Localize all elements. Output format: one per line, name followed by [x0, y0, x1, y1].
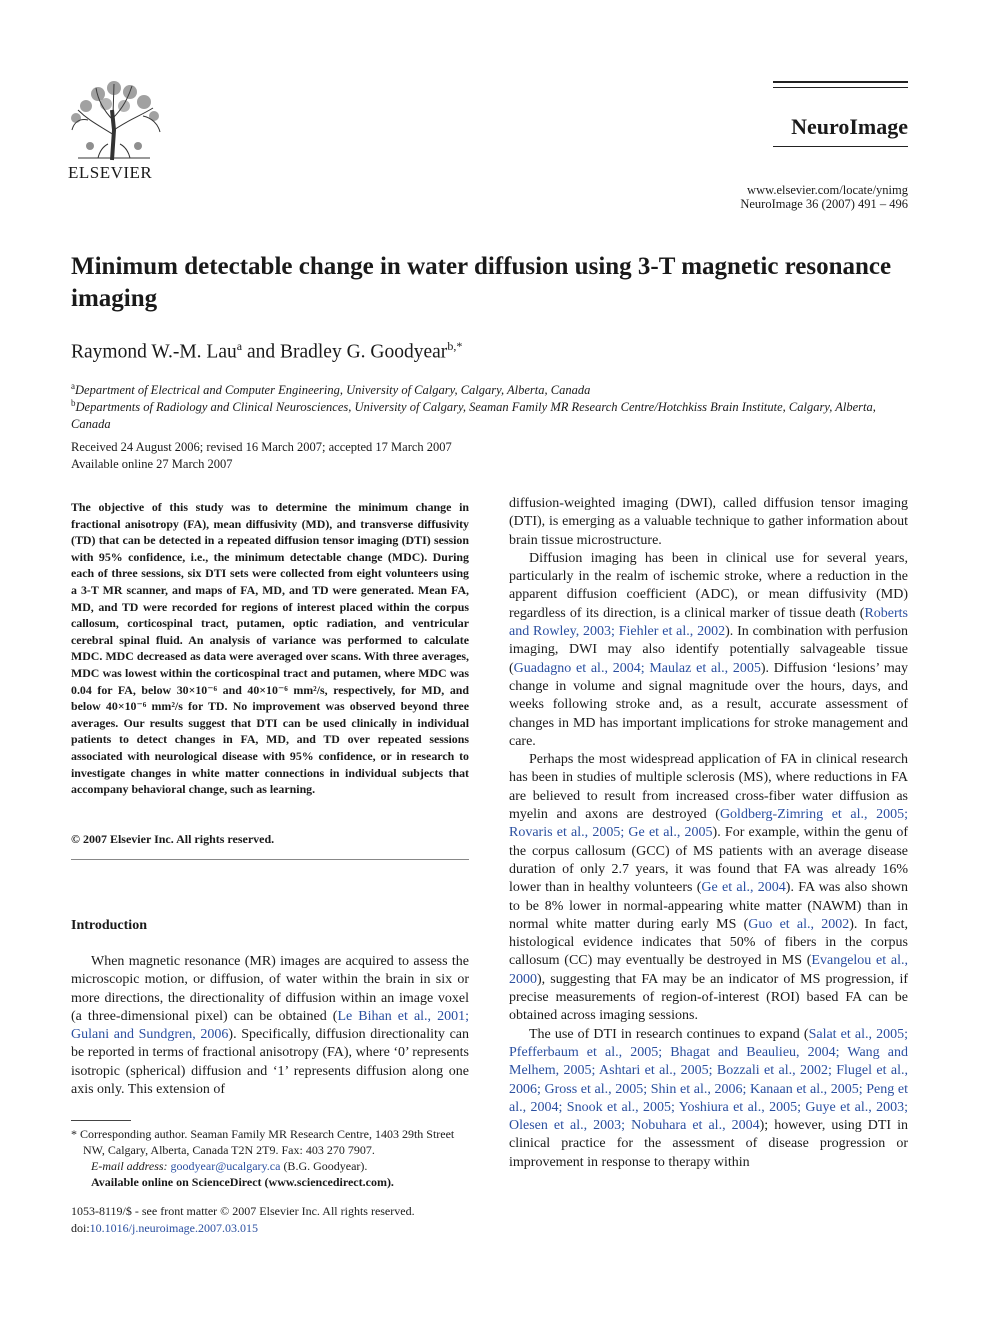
abstract: The objective of this study was to determine the minimum change in fractional anisotropy (FA), mean diffusivity (MD), and transverse diffusivity (TD) that can be detected in a repeated diffusion tensor imaging (DTI) session with 95% confidence, i.e., the minimum detectable change (MDC). During each of three sessions, six DTI sets were collected from eight volunteers using a 3-T MR scanner, and maps of FA, MD, and TD were generated. Mean FA, MD, and TD were recorded for regions of interest placed within the corpus callosum, corticospinal tract, putamen, optic radiation, and ventricular cerebral spinal fluid. An analysis of variance was performed to calculate MDC. MDC decreased as data were averaged over scans. With three averages, MDC was lowest within the corticospinal tract and putamen, where MDC was 0.04 for FA, below 30×10⁻⁶ and 40×10⁻⁶ mm²/s, respectively, for MD, and below 40×10⁻⁶ mm²/s for TD. No improvement was observed beyond three averages. Our results suggest that DTI can be used clinically in individual patients to detect changes in FA, MD, and TD over repeated sessions associated with neurological disease with 95% confidence, or in research to investigate changes in white matter connections in individual subjects that accompany behavioral change, such as learning. — [71, 500, 469, 797]
text: ); however, using DTI in clinical practice for the assessment of disease progression or improvement in response to therapy within — [509, 1118, 908, 1170]
text: ). In combination with perfusion imaging, DWI may also identify potentially salvageable tissue ( — [509, 624, 909, 676]
journal-name: NeuroImage — [791, 114, 908, 139]
section-heading: Introduction — [71, 918, 147, 933]
corresponding-author-note: * Corresponding author. Seaman Family MR Research Centre, 1403 29th Street NW, Calgary, Alberta, Canada T2N 2T9. Fax: 403 270 7907. — [71, 1127, 455, 1157]
footnote-rule — [71, 1120, 131, 1121]
header-rule — [773, 146, 908, 147]
text: The use of DTI in research continues to expand ( — [529, 1026, 809, 1042]
citation-link[interactable]: Evangelou et al., 2000 — [509, 953, 909, 987]
email-label: E-mail address: — [91, 1159, 168, 1173]
copyright: © 2007 Elsevier Inc. All rights reserved. — [71, 832, 275, 846]
citation-link[interactable]: Goldberg-Zimring et al., 2005; Rovaris et al., 2005; Ge et al., 2005 — [509, 807, 908, 841]
text: ). FA was also shown to be 8% lower in normal-appearing white matter (NAWM) than in normal white matter during early MS ( — [509, 880, 908, 932]
header-rule — [773, 87, 908, 88]
affiliation-text: Department of Electrical and Computer Engineering, University of Calgary, Calgary, Alberta, Canada — [75, 383, 591, 398]
paragraph — [71, 953, 469, 1099]
text: ). In fact, histological evidence indicates that 50% of fibers in the corpus callosum (CC) may eventually be destroyed in MS ( — [509, 916, 908, 969]
affiliation — [71, 395, 911, 433]
sciencedirect-note: Available online on ScienceDirect (www.sciencedirect.com). — [91, 1175, 394, 1189]
text: ). Specifically, diffusion directionality can be reported in terms of fractional anisotropy (FA), where ‘0’ represents isotropic (spherical) diffusion and ‘1’ represents diffusion along one axis only. This extension of — [71, 1027, 469, 1098]
citation-link[interactable]: Roberts and Rowley, 2003; Fiehler et al., 2002 — [509, 605, 908, 640]
article-title: Minimum detectable change in water diffusion using 3-T magnetic resonance imaging — [71, 253, 892, 312]
paragraph: diffusion-weighted imaging (DWI), called diffusion tensor imaging (DTI), is emerging as a valuable technique to gather information about brain tissue microstructure. — [509, 496, 908, 548]
footnotes — [71, 1126, 469, 1190]
citation-link[interactable]: Guo et al., 2002 — [748, 916, 850, 932]
doi-link[interactable]: 10.1016/j.neuroimage.2007.03.015 — [89, 1221, 258, 1235]
citation-link[interactable]: Guadagno et al., 2004; Maulaz et al., 2005 — [513, 660, 761, 676]
journal-url[interactable]: www.elsevier.com/locate/ynimg — [747, 183, 908, 197]
citation-link[interactable]: Le Bihan et al., 2001; Gulani and Sundgren, 2006 — [71, 1008, 469, 1043]
text: Perhaps the most widespread application of FA in clinical research has been in studies of multiple sclerosis (MS), where reductions in FA are believed to result from increased cross-fiber water diffusion as myelin and axons are destroyed ( — [509, 752, 908, 823]
text: ). Diffusion ‘lesions’ may change in volume and signal magnitude over the hours, days, and weeks following stroke and, as a result, accurate assessment of changes in MD has important implications for stroke management and care. — [509, 660, 908, 749]
email-link[interactable]: goodyear@ucalgary.ca — [170, 1159, 281, 1173]
received-dates: Received 24 August 2006; revised 16 March 2007; accepted 17 March 2007 — [71, 440, 452, 454]
available-date: Available online 27 March 2007 — [71, 457, 233, 471]
right-column — [509, 495, 908, 1172]
email-line — [71, 1158, 469, 1174]
front-matter — [71, 1203, 471, 1237]
article-history — [71, 439, 911, 473]
doi-label: doi: — [71, 1221, 90, 1235]
author-name: Raymond W.-M. Lau — [71, 341, 237, 363]
header-rule — [773, 81, 908, 83]
author-separator: and — [242, 341, 280, 363]
paragraph — [509, 751, 908, 1025]
affiliation-marker: b,* — [447, 339, 463, 353]
abstract-divider — [71, 859, 469, 860]
citation-link[interactable]: Ge et al., 2004 — [701, 880, 786, 896]
citation-link[interactable]: Salat et al., 2005; Pfefferbaum et al., 2005; Bhagat and Beaulieu, 2004; Wang and Melhem, 2005; Ashtari et al., 2005; Bozzali et al., 2002; Flugel et al., 2006; Gross et al., 2005; Shin et al., 2006; Kanaan et al., 2005; Peng et al., 2004; Snook et al., 2005; Yoshiura et al., 2005; Guye et al., 2003; Olesen et al., 2003; Nobuhara et al., 2004 — [509, 1026, 908, 1134]
author-list — [71, 339, 911, 364]
text: When magnetic resonance (MR) images are acquired to assess the microscopic motion, or diffusion, of water within the brain in six or more directions, the directionality of diffusion within an image voxel (a three-dimensional pixel) can be obtained ( — [71, 954, 469, 1024]
text: Diffusion imaging has been in clinical use for several years, particularly in the realm of ischemic stroke, where a reduction in the apparent diffusion coefficient (ADC), or mean diffusivity (MD) regardless of its direction, is a clinical marker of tissue death ( — [509, 550, 908, 621]
publisher-name: ELSEVIER — [68, 163, 153, 182]
affiliation-label: b — [71, 398, 76, 408]
paragraph — [509, 1026, 908, 1172]
affiliation-text: Departments of Radiology and Clinical Neurosciences, University of Calgary, Seaman Family MR Research Centre/Hotchkiss Brain Institute, Calgary, Alberta, Canada — [71, 400, 876, 432]
issn-line: 1053-8119/$ - see front matter © 2007 Elsevier Inc. All rights reserved. — [71, 1204, 415, 1218]
doi-line — [71, 1220, 471, 1237]
affiliation-marker: a — [236, 339, 243, 353]
text: ), suggesting that FA may be an indicator of MS progression, if precise measurements of region-of-interest (ROI) based FA can be obtained across imaging sessions. — [509, 971, 908, 1024]
text: ). For example, within the genu of the corpus callosum (GCC) of MS patients with an average disease duration of only 2.7 years, it was found that FA was already 16% lower than in healthy volunteers ( — [509, 825, 908, 896]
text: (B.G. Goodyear). — [280, 1159, 368, 1173]
author-name: Bradley G. Goodyear — [279, 341, 448, 363]
paragraph — [509, 550, 908, 751]
journal-citation: NeuroImage 36 (2007) 491 – 496 — [740, 197, 908, 211]
affiliation-label: a — [71, 381, 75, 391]
